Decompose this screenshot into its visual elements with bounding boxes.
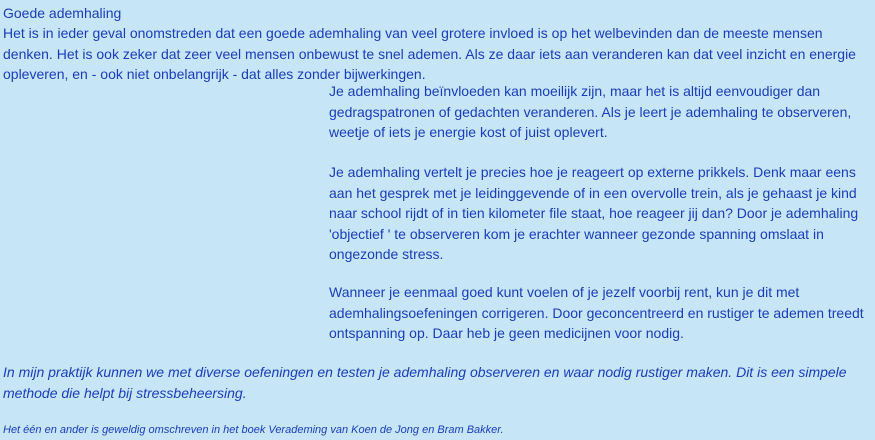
practice-note: In mijn praktijk kunnen we met diverse oefeningen en testen je ademhaling observeren en waar nodig rustiger maken. Dit is een simpele methode die helpt bij stressbeheersing.	[3, 364, 847, 401]
paragraph-breathing-reactions: Je ademhaling vertelt je precies hoe je reageert op externe prikkels. Denk maar eens aan het gesprek met je leidinggevende of in een overvolle trein, als je gehaast je kind naar school rijdt of in tien kilometer file staat, hoe reageer jij dan? Door je ademhaling 'objectief ' te observeren kom je erachter wanneer gezonde spanning omslaat in ongezonde stress.	[329, 164, 859, 262]
paragraph-breathing-exercises: Wanneer je eenmaal goed kunt voelen of je jezelf voorbij rent, kun je dit met ademhalingsoefeningen corrigeren. Door geconcentreerd en rustiger te ademen treedt ontspanning op. Daar heb je geen medicijnen voor nodig.	[329, 284, 864, 341]
intro-paragraph: Het is in ieder geval onomstreden dat een goede ademhaling van veel grotere invloed is op het welbevinden dan de meeste mensen denken. Het is ook zeker dat zeer veel mensen onbewust te snel ademen. Als ze daar iets aan veranderen kan dat veel inzicht en energie opleveren, en - ook niet onbelangrijk - dat alles zonder bijwerkingen.	[3, 25, 856, 82]
book-reference-note: Het één en ander is geweldig omschreven in het boek Verademing van Koen de Jong en Bram Bakker.	[3, 424, 504, 436]
paragraph-breathing-influence: Je ademhaling beïnvloeden kan moeilijk zijn, maar het is altijd eenvoudiger dan gedragspatronen of gedachten veranderen. Als je leert je ademhaling te observeren, weetje of iets je energie kost of juist oplevert.	[329, 83, 852, 140]
article-title: Goede ademhaling	[3, 5, 122, 21]
